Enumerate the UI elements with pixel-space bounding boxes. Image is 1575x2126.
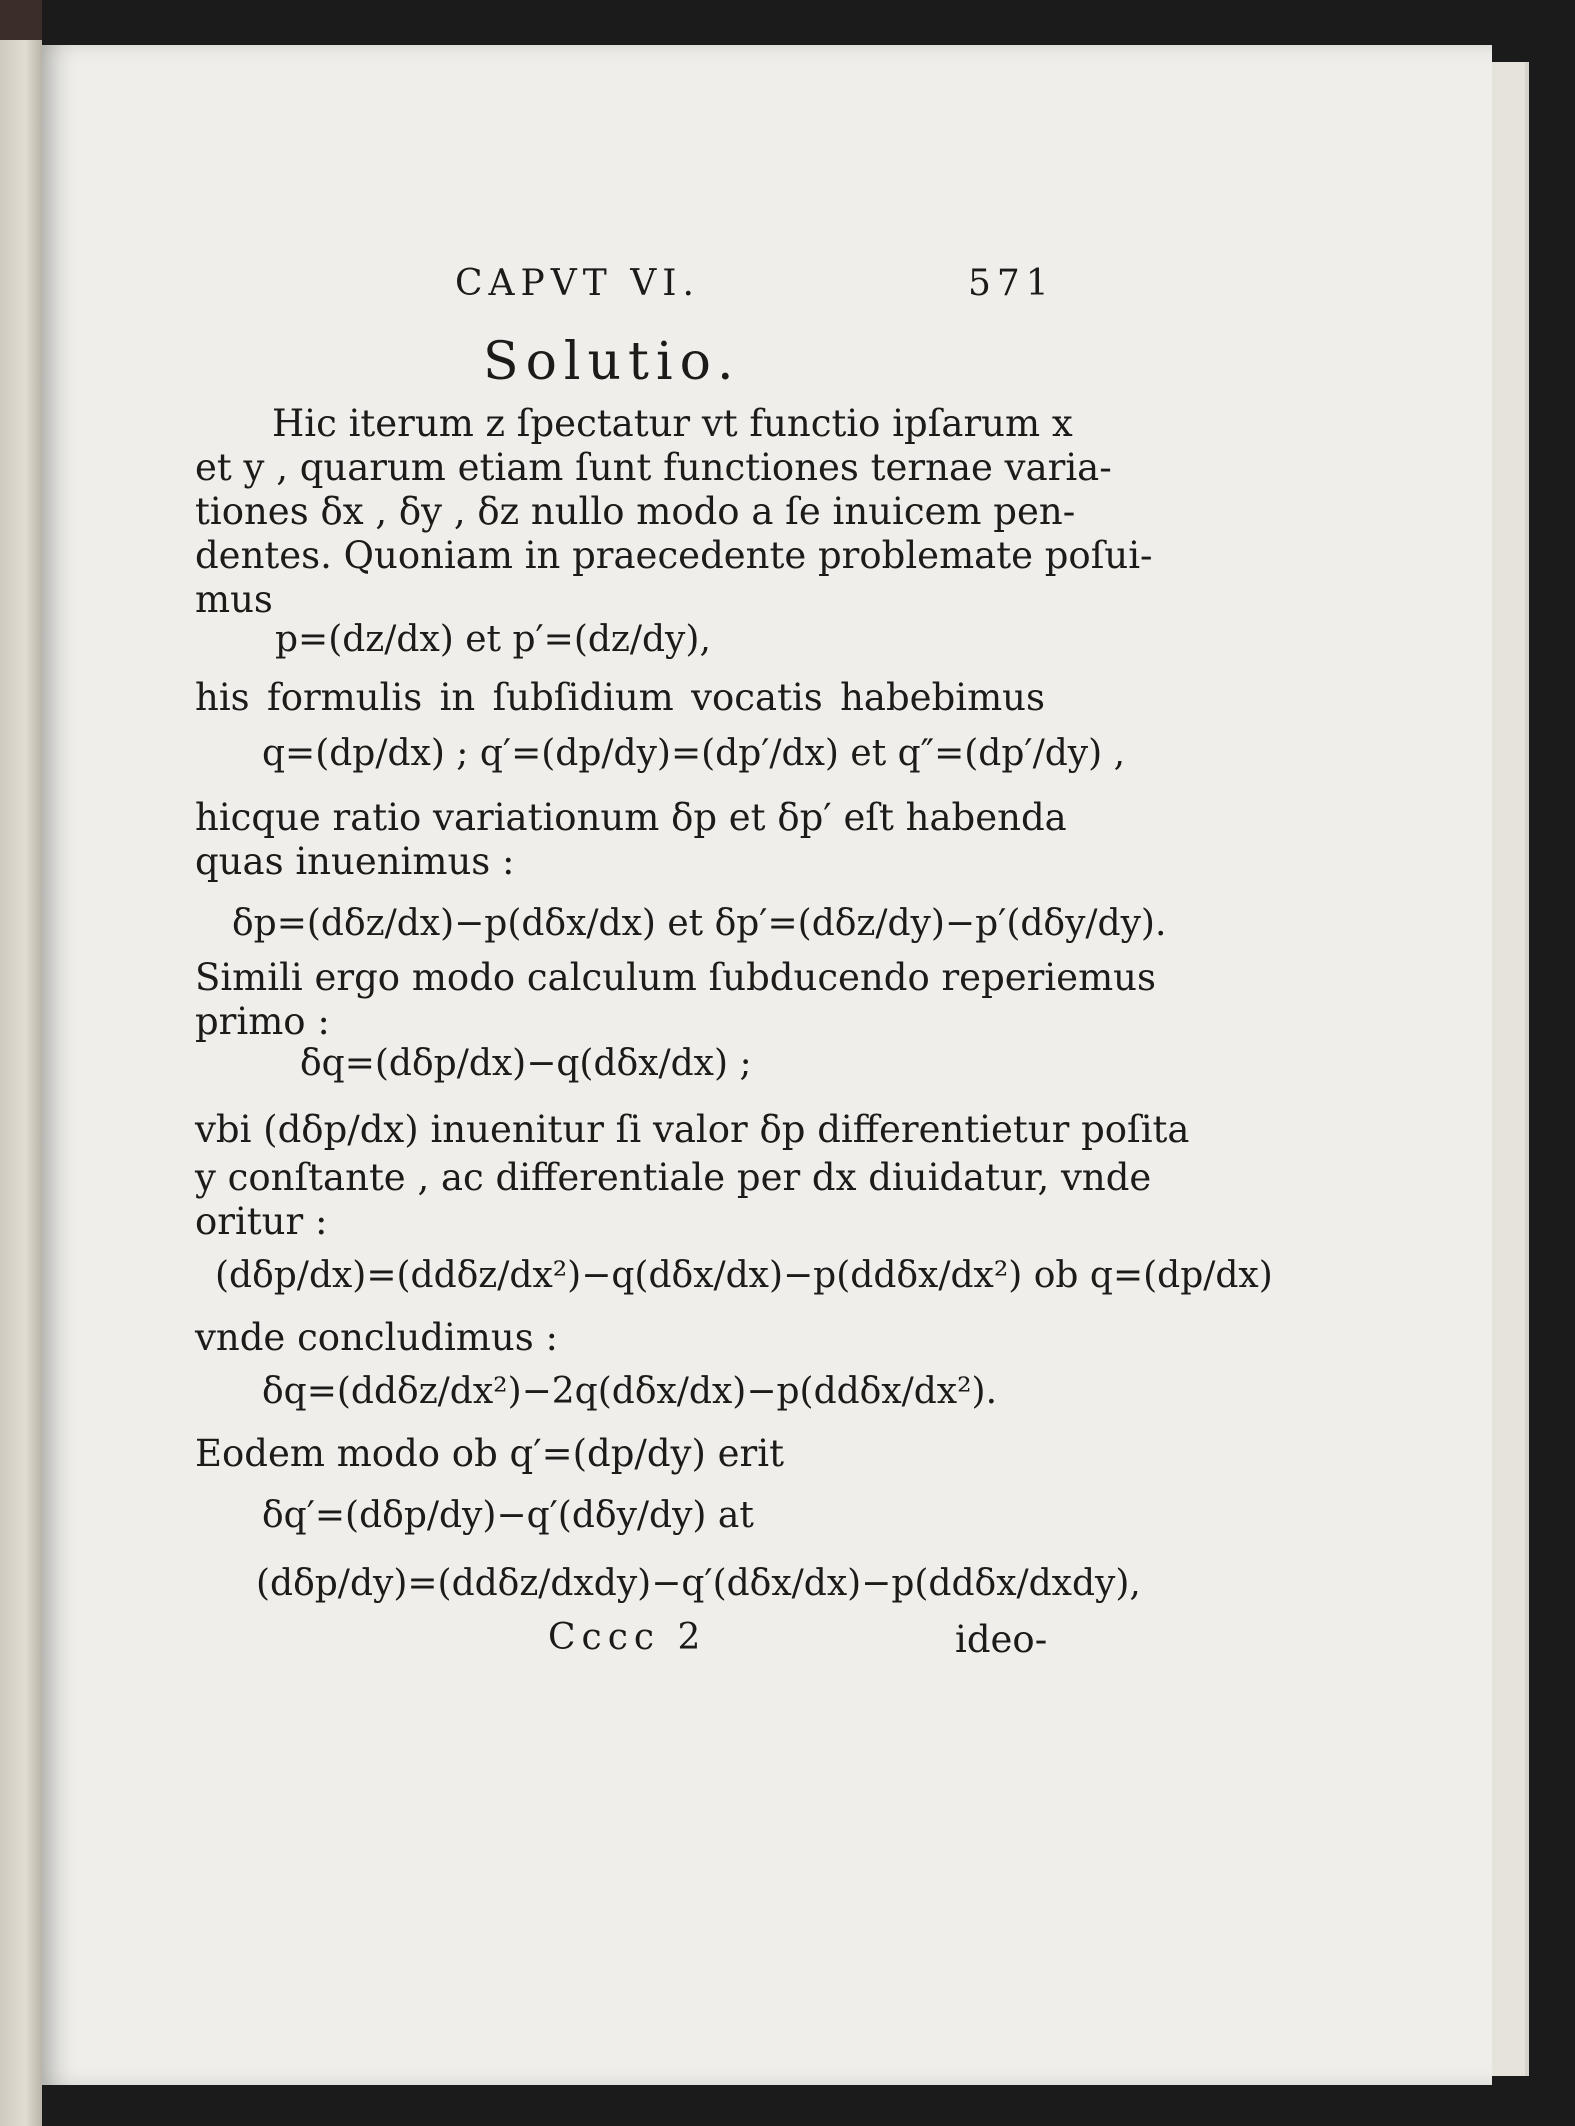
text-line-19: vnde concludimus :	[195, 1316, 558, 1359]
signature-mark: Cccc 2	[548, 1617, 707, 1658]
text-line-4: dentes. Quoniam in praecedente problemate poſui-	[195, 534, 1153, 577]
equation-line-3: δp=(dδz/dx)−p(dδx/dx) et δp′=(dδz/dy)−p′(dδy/dy).	[232, 903, 1167, 944]
page-number: 571	[968, 263, 1055, 304]
equation-line-2: q=(dp/dx) ; q′=(dp/dy)=(dp′/dx) et q″=(dp′/dy) ,	[262, 733, 1126, 774]
equation-line-5: (dδp/dx)=(ddδz/dx²)−q(dδx/dx)−p(ddδx/dx²) ob q=(dp/dx)	[215, 1255, 1273, 1296]
catchword: ideo-	[955, 1618, 1048, 1661]
text-line-21: Eodem modo ob q′=(dp/dy) erit	[195, 1432, 784, 1475]
text-line-15: vbi (dδp/dx) inuenitur ſi valor δp differentietur poſita	[195, 1108, 1190, 1151]
text-line-7: his formulis in ſubſidium vocatis habebimus	[195, 676, 1045, 719]
equation-line-7: δq′=(dδp/dy)−q′(dδy/dy) at	[262, 1495, 754, 1536]
text-line-5: mus	[195, 578, 273, 621]
equation-line-8: (dδp/dy)=(ddδz/dxdy)−q′(dδx/dx)−p(ddδx/dxdy),	[256, 1563, 1141, 1604]
section-title: Solutio.	[483, 332, 741, 392]
text-line-17: oritur :	[195, 1200, 328, 1243]
text-line-16: y conſtante , ac differentiale per dx diuidatur, vnde	[195, 1156, 1152, 1199]
text-line-1: Hic iterum z ſpectatur vt functio ipſarum x	[272, 402, 1073, 445]
equation-line-1: p=(dz/dx) et p′=(dz/dy),	[275, 619, 711, 660]
book-binding-corner	[0, 0, 42, 40]
text-line-10: quas inuenimus :	[195, 840, 515, 883]
text-line-9: hicque ratio variationum δp et δp′ eſt habenda	[195, 796, 1067, 839]
equation-line-6: δq=(ddδz/dx²)−2q(dδx/dx)−p(ddδx/dx²).	[262, 1371, 998, 1412]
text-line-12: Simili ergo modo calculum ſubducendo reperiemus	[195, 956, 1156, 999]
text-line-3: tiones δx , δy , δz nullo modo a ſe inuicem pen-	[195, 490, 1076, 533]
equation-line-4: δq=(dδp/dx)−q(dδx/dx) ;	[300, 1043, 752, 1084]
running-header: CAPVT VI.	[455, 263, 700, 304]
text-line-2: et y , quarum etiam ſunt functiones ternae varia-	[195, 446, 1112, 489]
text-line-13: primo :	[195, 1000, 330, 1043]
book-left-edge	[0, 0, 42, 2126]
